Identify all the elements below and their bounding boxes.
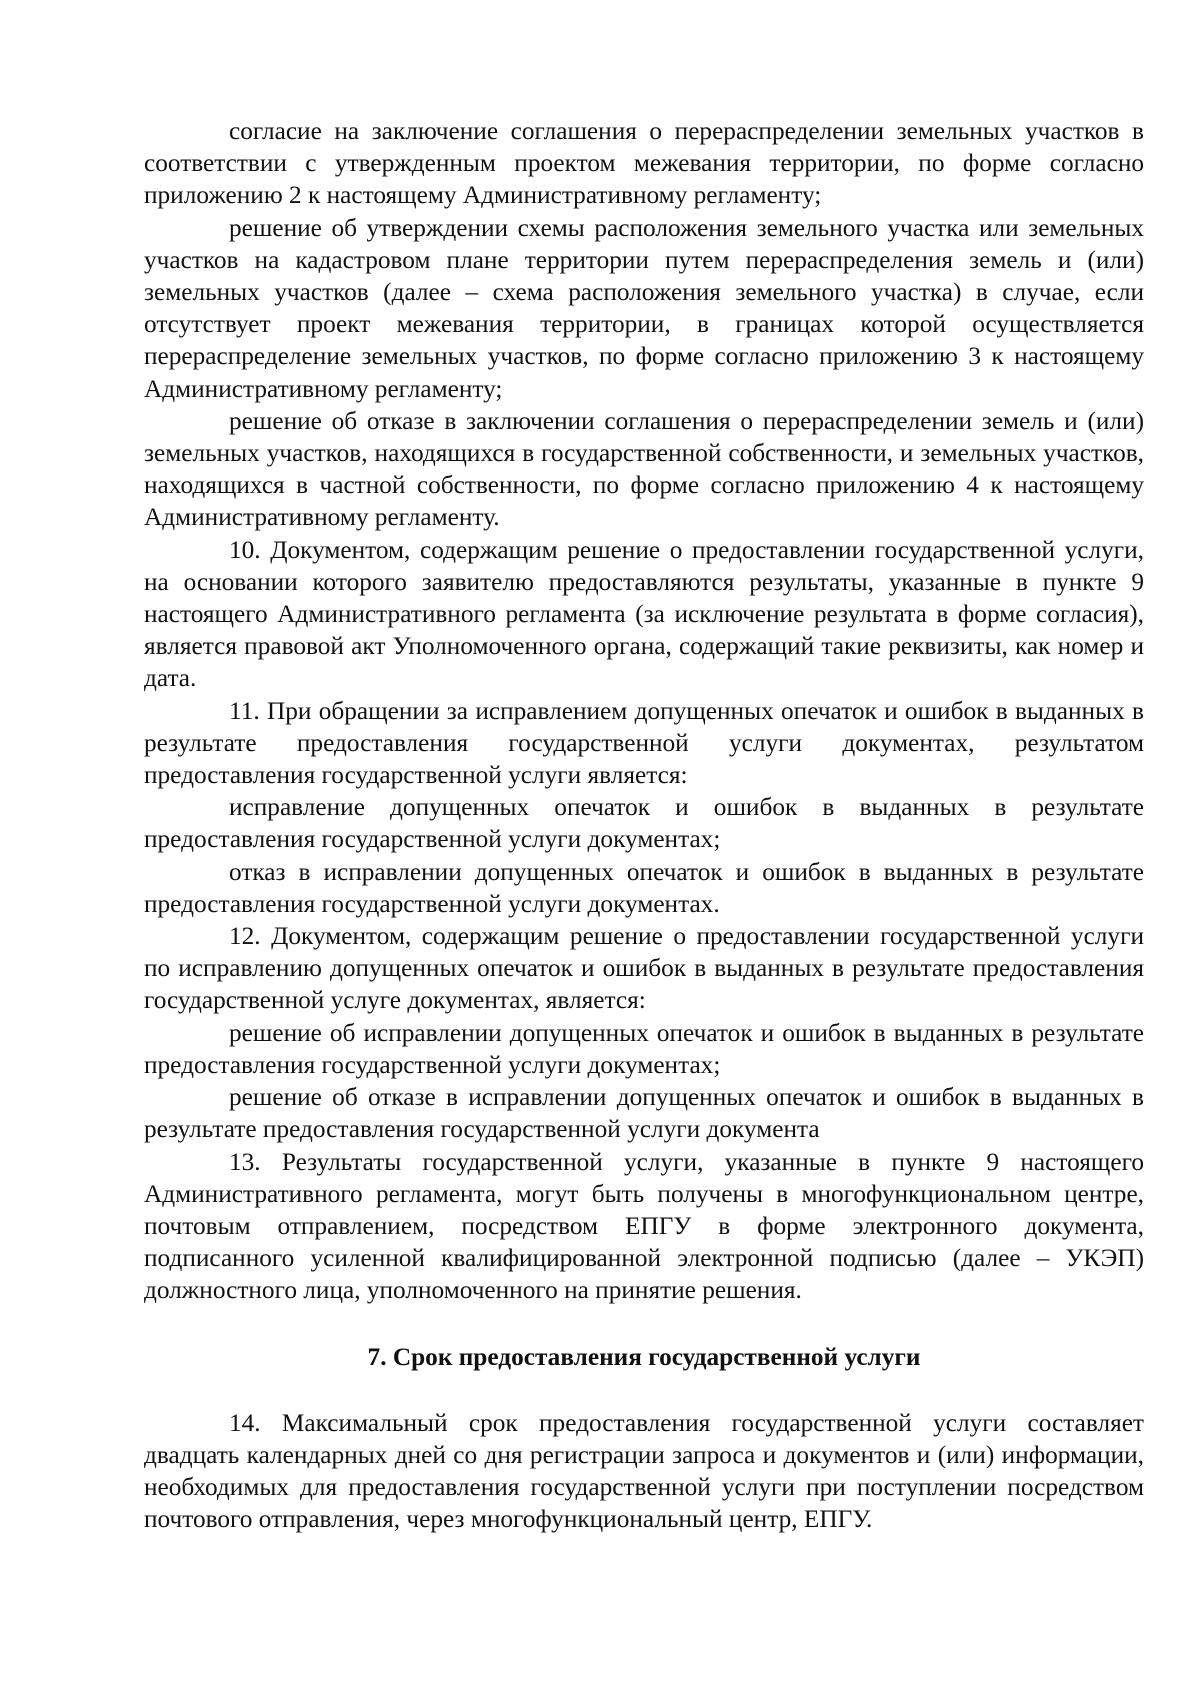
paragraph-item-14: 14. Максимальный срок предоставления государственной услуги составляет двадцать календарных дней со дня регистрации запроса и документов и (или) информации, необходимых для предоставления государственной услуги при поступлении посредством почтового отправления, через многофункциональный центр, ЕПГУ.	[144, 1408, 1144, 1534]
paragraph-scheme-decision-form-3: решение об утверждении схемы расположения земельного участка или земельных участков на кадастровом плане территории путем перераспределения земель и (или) земельных участков (далее – схема расположения земельного участка) в случае, если отсутствует проект межевания территории, в границах которой осуществляется перераспределение земельных участков, по форме согласно приложению 3 к настоящему Административному регламенту;	[144, 213, 1144, 403]
paragraph-item-13: 13. Результаты государственной услуги, указанные в пункте 9 настоящего Административного регламента, могут быть получены в многофункциональном центре, почтовым отправлением, посредством ЕПГУ в форме электронного документа, подписанного усиленной квалифицированной электронной подписью (далее – УКЭП) должностного лица, уполномоченного на принятие решения.	[144, 1147, 1144, 1305]
paragraph-item-11: 11. При обращении за исправлением допущенных опечаток и ошибок в выданных в результате предоставления государственной услуги документах, результатом предоставления государственной услуги является:	[144, 696, 1144, 790]
paragraph-consent-form-2: согласие на заключение соглашения о перераспределении земельных участков в соответствии с утвержденным проектом межевания территории, по форме согласно приложению 2 к настоящему Административному регламенту;	[144, 117, 1144, 210]
paragraph-item-10: 10. Документом, содержащим решение о предоставлении государственной услуги, на основании которого заявителю предоставляются результаты, указанные в пункте 9 настоящего Административного регламента (за исключение результата в форме согласия), является правовой акт Уполномоченного органа, содержащий такие реквизиты, как номер и дата.	[144, 535, 1144, 693]
section-heading: 7. Срок предоставления государственной услуги	[367, 1342, 921, 1371]
paragraph-item-12-correction-decision: решение об исправлении допущенных опечаток и ошибок в выданных в результате предоставления государственной услуги документах;	[144, 1018, 1144, 1079]
paragraph-item-12-refusal-decision: решение об отказе в исправлении допущенных опечаток и ошибок в выданных в результате предоставления государственной услуги документа	[144, 1083, 1144, 1144]
paragraph-refusal-decision-form-4: решение об отказе в заключении соглашения о перераспределении земель и (или) земельных участков, находящихся в государственной собственности, и земельных участков, находящихся в частной собственности, по форме согласно приложению 4 к настоящему Административному регламенту.	[144, 406, 1144, 532]
paragraph-item-12: 12. Документом, содержащим решение о предоставлении государственной услуги по исправлению допущенных опечаток и ошибок в выданных в результате предоставления государственной услуге документах, является:	[144, 922, 1144, 1015]
paragraph-item-11-refusal: отказ в исправлении допущенных опечаток и ошибок в выданных в результате предоставления государственной услуги документах.	[144, 857, 1144, 918]
paragraph-item-11-correction: исправление допущенных опечаток и ошибок в выданных в результате предоставления государственной услуги документах;	[144, 793, 1144, 854]
